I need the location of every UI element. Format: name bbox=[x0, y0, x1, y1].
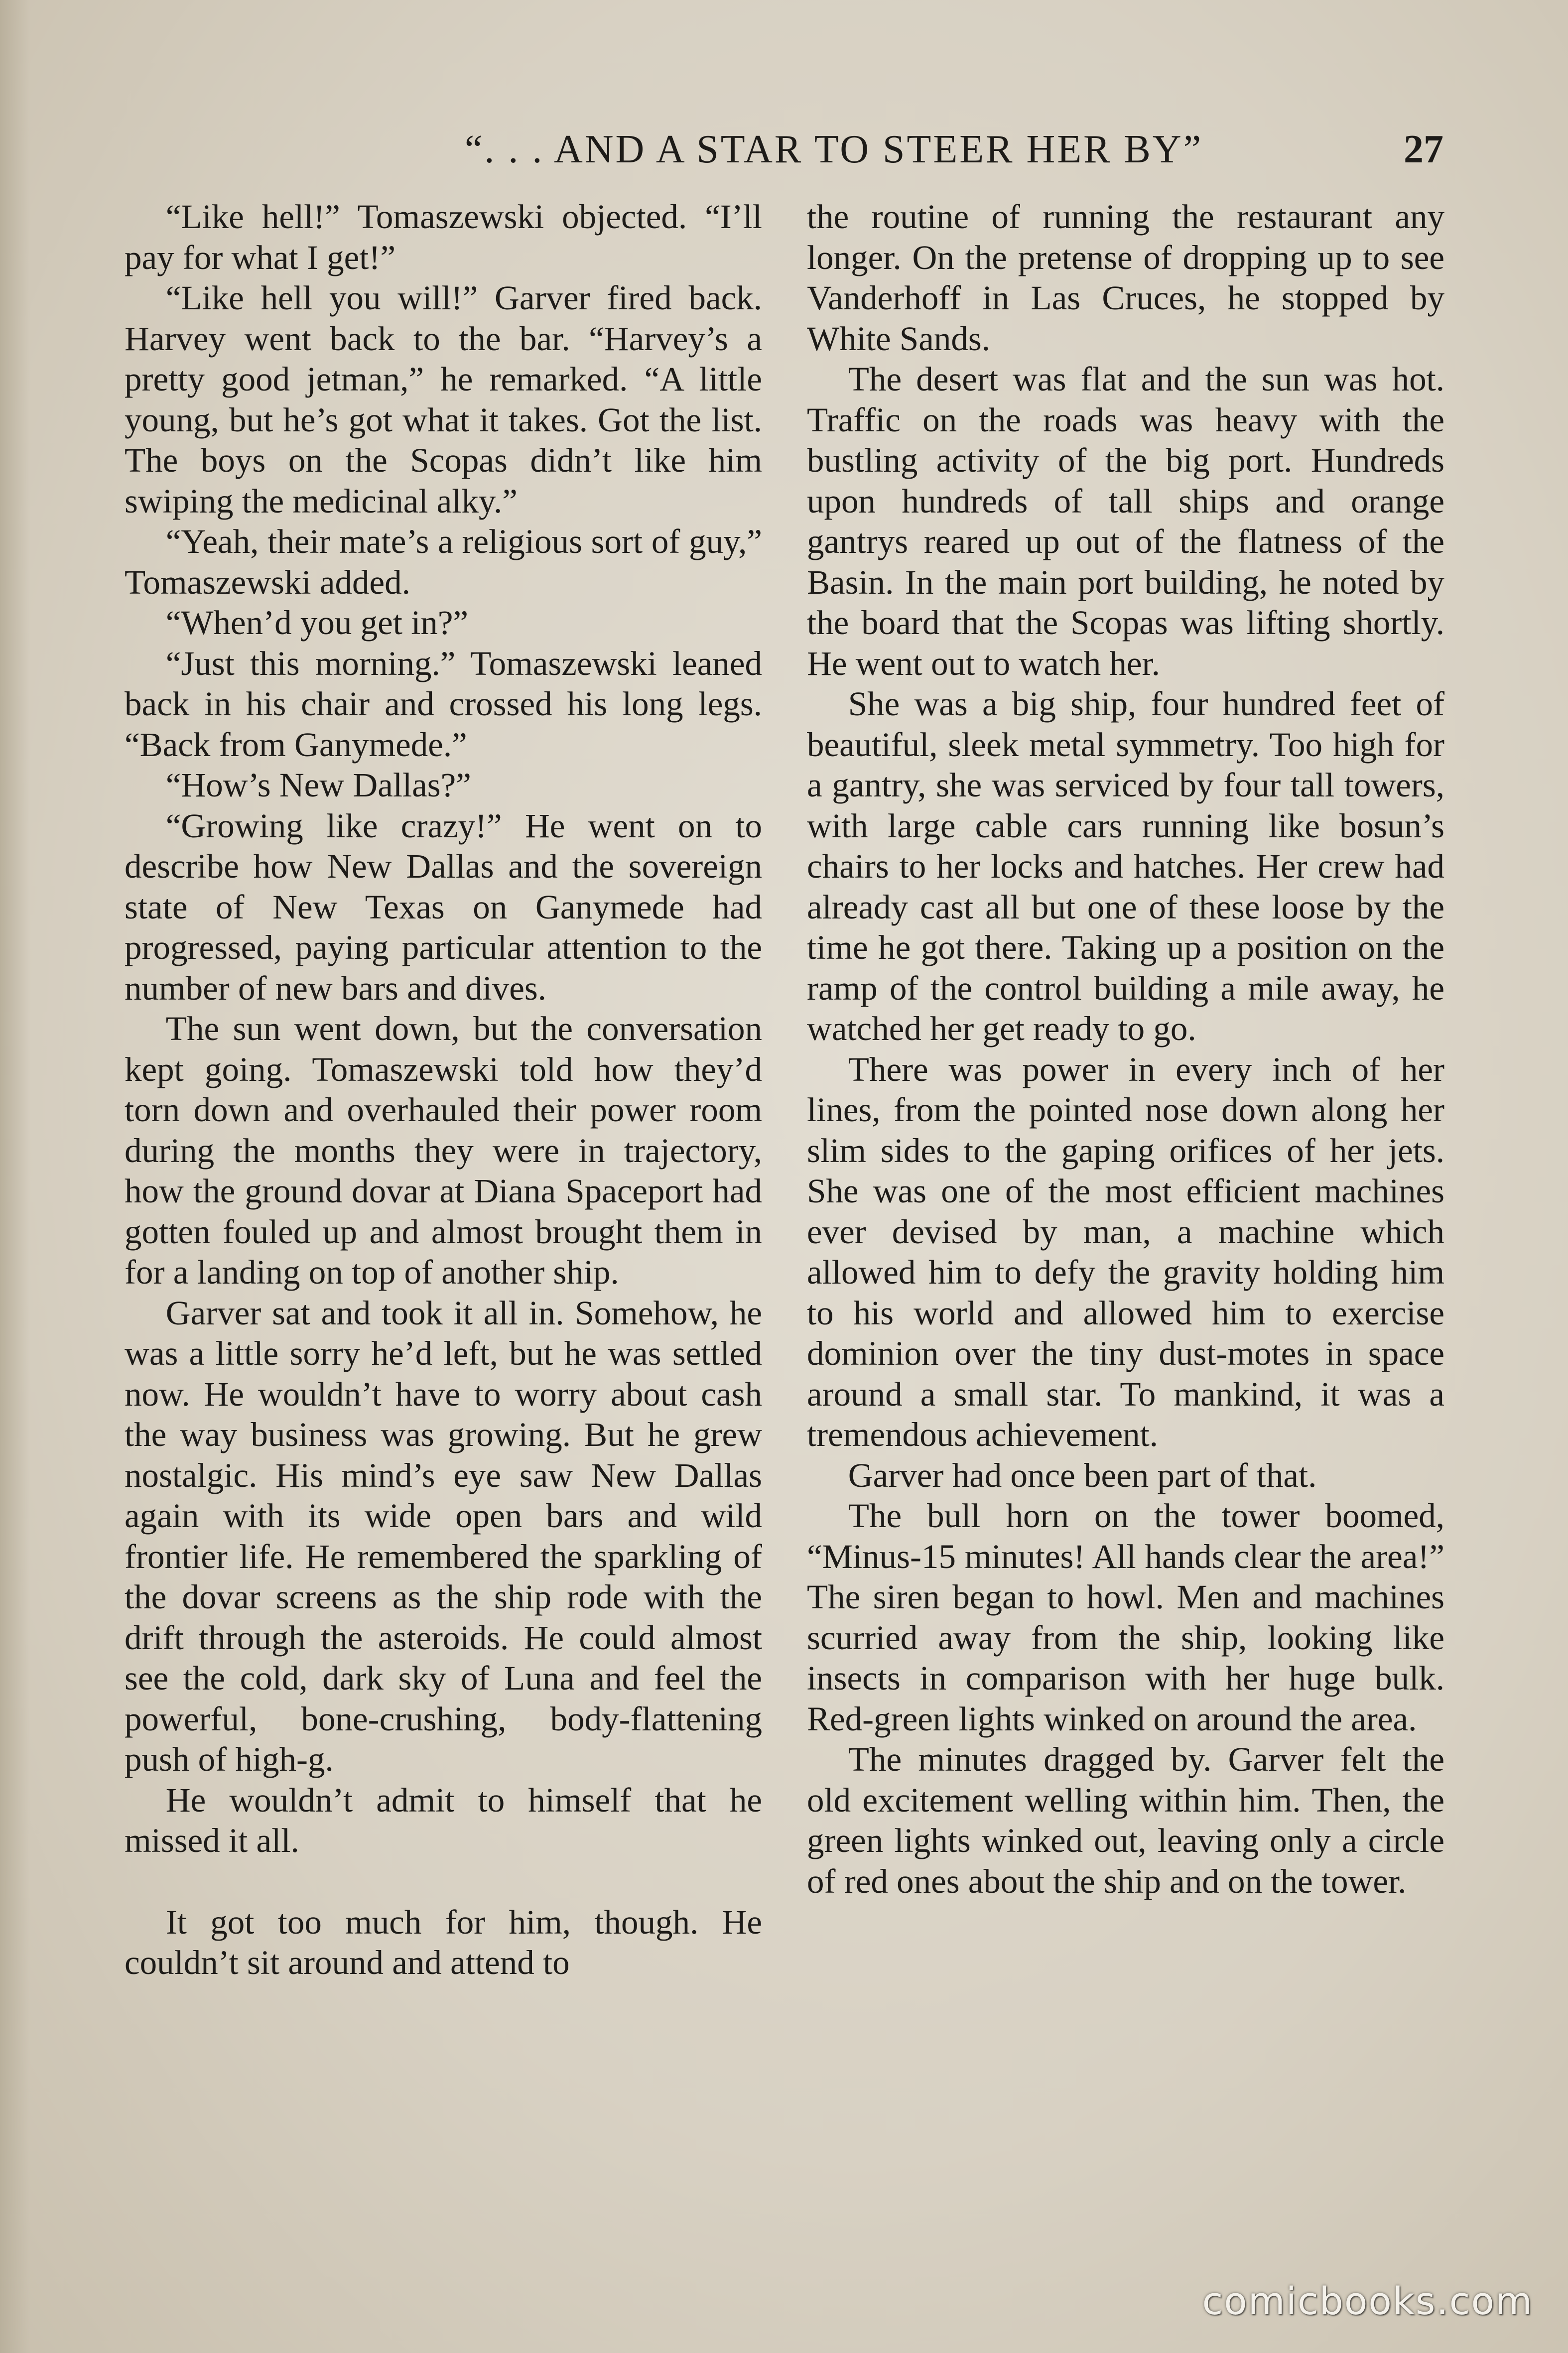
running-title: “. . . AND A STAR TO STEER HER BY” bbox=[464, 128, 1203, 171]
paragraph: Garver sat and took it all in. Somehow, he was a little sorry he’d left, but he was settled now. He wouldn’t have to worry about cash the way business was growing. But he grew nostalgic. His mind’s eye saw New Dallas again with its wide open bars and wild frontier life. He remembered the sparkling of the dovar screens as the ship rode with the drift through the asteroids. He could almost see the cold, dark sky of Luna and feel the powerful, bone-crushing, body-flattening push of high-g. bbox=[125, 1294, 762, 1778]
paragraph: “When’d you get in?” bbox=[165, 604, 469, 642]
paragraph: He wouldn’t admit to himself that he missed it all. bbox=[125, 1781, 762, 1859]
paragraph: “Yeah, their mate’s a religious sort of guy,” Tomaszewski added. bbox=[125, 523, 762, 601]
paragraph: “How’s New Dallas?” bbox=[165, 766, 471, 804]
paragraph: It got too much for him, though. He couldn’t sit around and attend to bbox=[125, 1903, 762, 1981]
paragraph: The sun went down, but the conversation kept going. Tomaszewski told how they’d torn down and overhauled their power room during the months they were in trajectory, how the ground dovar at Diana Spaceport had gotten fouled up and almost brought them in for a landing on top of another ship. bbox=[125, 1010, 762, 1291]
paragraph: “Like hell you will!” Garver fired back. Harvey went back to the bar. “Harvey’s a pretty good jetman,” he remarked. “A little young, but he’s got what it takes. Got the list. The boys on the Scopas didn’t like him swiping the medicinal alky.” bbox=[125, 279, 762, 520]
page-number: 27 bbox=[1404, 128, 1443, 171]
paragraph: The bull horn on the tower boomed, “Minus-15 minutes! All hands clear the area!” The siren began to howl. Men and machines scurried away from the ship, looking like insects in comparison with her huge bulk. Red-green lights winked on around the area. bbox=[807, 1497, 1444, 1738]
paragraph: She was a big ship, four hundred feet of beautiful, sleek metal symmetry. Too high for a gantry, she was serviced by four tall towers, with large cable cars running like bosun’s chairs to her locks and hatches. Her crew had already cast all but one of these loose by the time he got there. Taking up a position on the ramp of the control building a mile away, he watched her get ready to go. bbox=[807, 685, 1444, 1047]
paragraph: The minutes dragged by. Garver felt the old excitement welling within him. Then, the green lights winked out, leaving only a circle of red ones about the ship and on the tower. bbox=[807, 1740, 1444, 1900]
page-header bbox=[125, 127, 1443, 182]
paragraph: “Like hell!” Tomaszewski objected. “I’ll pay for what I get!” bbox=[125, 198, 762, 276]
section-break bbox=[125, 1861, 762, 1902]
right-text-column bbox=[807, 197, 1444, 1902]
page-gutter-shadow bbox=[0, 0, 30, 2353]
paragraph: “Growing like crazy!” He went on to describe how New Dallas and the sovereign state of New Texas on Ganymede had progressed, paying particular attention to the number of new bars and dives. bbox=[125, 806, 762, 1007]
paragraph: “Just this morning.” Tomaszewski leaned back in his chair and crossed his long legs. “Back from Ganymede.” bbox=[125, 644, 762, 764]
paragraph: Garver had once been part of that. bbox=[848, 1456, 1317, 1494]
paragraph: There was power in every inch of her lines, from the pointed nose down along her slim sides to the gaping orifices of her jets. She was one of the most efficient machines ever devised by man, a machine which allowed him to defy the gravity holding him to his world and allowed him to exercise dominion over the tiny dust-motes in space around a small star. To mankind, it was a tremendous achievement. bbox=[807, 1050, 1444, 1453]
paragraph: The desert was flat and the sun was hot. Traffic on the roads was heavy with the bustling activity of the big port. Hundreds upon hundreds of tall ships and orange gantrys reared up out of the flatness of the Basin. In the main port building, he noted by the board that the Scopas was lifting shortly. He went out to watch her. bbox=[807, 360, 1444, 682]
paragraph: the routine of running the restaurant any longer. On the pretense of dropping up to see Vanderhoff in Las Cruces, he stopped by White Sands. bbox=[807, 198, 1444, 358]
left-text-column bbox=[125, 197, 762, 1983]
watermark: comicbooks.com bbox=[1202, 2279, 1533, 2323]
